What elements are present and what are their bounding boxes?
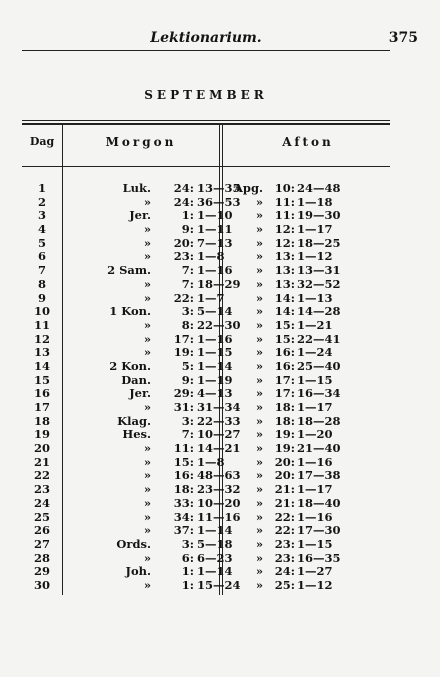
- table-row: [22, 374, 390, 388]
- morning-verses: 15—24: [197, 577, 241, 592]
- month-heading: SEPTEMBER: [144, 88, 268, 102]
- evening-chapter: 21:: [274, 482, 295, 497]
- day-number: 9: [37, 290, 46, 305]
- morning-verses: 1—16: [197, 263, 233, 278]
- morning-book: »: [143, 482, 151, 497]
- table-row: [22, 182, 390, 196]
- morning-book: »: [143, 235, 151, 250]
- day-number: 20: [33, 441, 50, 456]
- morning-chapter: 6:: [181, 550, 194, 565]
- morning-chapter: 9:: [181, 222, 194, 237]
- evening-chapter: 25:: [274, 577, 295, 592]
- evening-verses: 16—34: [297, 386, 341, 401]
- morning-book: Joh.: [125, 564, 151, 579]
- morning-chapter: 5:: [181, 358, 194, 373]
- evening-verses: 1—13: [297, 290, 333, 305]
- evening-verses: 1—18: [297, 194, 333, 209]
- evening-verses: 1—12: [297, 249, 333, 264]
- day-number: 25: [33, 509, 50, 524]
- evening-book: »: [255, 194, 263, 209]
- morning-book: 2 Kon.: [109, 358, 151, 373]
- evening-book: »: [255, 495, 263, 510]
- morning-verses: 1—10: [197, 208, 233, 223]
- morning-verses: 7—13: [197, 235, 233, 250]
- morning-verses: 5—18: [197, 536, 233, 551]
- evening-verses: 25—40: [297, 358, 341, 373]
- morning-chapter: 1:: [181, 577, 194, 592]
- evening-verses: 1—12: [297, 577, 333, 592]
- table-row: [22, 469, 390, 483]
- evening-chapter: 12:: [274, 222, 295, 237]
- morning-book: Hes.: [122, 427, 151, 442]
- evening-chapter: 14:: [274, 304, 295, 319]
- evening-verses: 22—41: [297, 331, 341, 346]
- table-row: [22, 538, 390, 552]
- header-rule: [22, 50, 390, 51]
- table-row: [22, 483, 390, 497]
- morning-verses: 11—16: [197, 509, 241, 524]
- evening-verses: 21—40: [297, 441, 341, 456]
- evening-book: »: [255, 222, 263, 237]
- evening-verses: 1—16: [297, 454, 333, 469]
- morning-book: »: [143, 331, 151, 346]
- evening-book: »: [255, 400, 263, 414]
- table-row: [22, 442, 390, 456]
- evening-chapter: 18:: [274, 413, 295, 428]
- day-number: 7: [37, 263, 46, 278]
- morning-chapter: 17:: [173, 331, 194, 346]
- evening-chapter: 17:: [274, 386, 295, 401]
- morning-verses: 1—7: [197, 290, 225, 305]
- evening-chapter: 13:: [274, 263, 295, 278]
- evening-book: »: [255, 317, 263, 332]
- table-row: [22, 579, 390, 593]
- day-number: 5: [37, 235, 46, 250]
- morning-chapter: 33:: [173, 495, 194, 510]
- morning-chapter: 24:: [173, 181, 194, 195]
- evening-book: »: [255, 331, 263, 346]
- morning-book: »: [143, 577, 151, 592]
- evening-book: »: [255, 523, 263, 538]
- evening-chapter: 19:: [274, 441, 295, 456]
- evening-chapter: 23:: [274, 536, 295, 551]
- morning-book: Luk.: [122, 181, 151, 195]
- day-number: 6: [37, 249, 46, 264]
- morning-book: Jer.: [129, 208, 151, 223]
- table-header-rule: [22, 166, 390, 167]
- evening-book: »: [255, 345, 263, 360]
- table-row: [22, 524, 390, 538]
- evening-book: »: [255, 482, 263, 497]
- morning-book: Jer.: [129, 386, 151, 401]
- table-row: [22, 346, 390, 360]
- table-row: [22, 292, 390, 306]
- evening-book: »: [255, 413, 263, 428]
- evening-verses: 13—31: [297, 263, 341, 278]
- morning-chapter: 7:: [181, 263, 194, 278]
- morning-verses: 22—30: [197, 317, 241, 332]
- table-row: [22, 223, 390, 237]
- morning-verses: 1—14: [197, 564, 233, 579]
- evening-book: »: [255, 441, 263, 456]
- evening-verses: 17—30: [297, 523, 341, 538]
- day-number: 3: [37, 208, 46, 223]
- day-number: 8: [37, 276, 46, 291]
- evening-chapter: 16:: [274, 358, 295, 373]
- table-row: [22, 415, 390, 429]
- morning-verses: 10—27: [197, 427, 241, 442]
- morning-book: »: [143, 194, 151, 209]
- morning-verses: 5—14: [197, 304, 233, 319]
- morning-verses: 1—14: [197, 358, 233, 373]
- evening-book: »: [255, 372, 263, 387]
- morning-verses: 1—14: [197, 523, 233, 538]
- evening-verses: 1—21: [297, 317, 333, 332]
- running-title: Lektionarium.: [150, 30, 262, 46]
- table-top-rule: [22, 120, 390, 121]
- morning-chapter: 34:: [173, 509, 194, 524]
- morning-book: »: [143, 523, 151, 538]
- column-header-afton: Afton: [282, 135, 334, 149]
- evening-verses: 24—48: [297, 181, 341, 195]
- evening-verses: 19—30: [297, 208, 341, 223]
- morning-chapter: 19:: [173, 345, 194, 360]
- morning-verses: 48—63: [197, 468, 241, 483]
- evening-book: »: [255, 509, 263, 524]
- day-number: 18: [33, 413, 50, 428]
- evening-chapter: 12:: [274, 235, 295, 250]
- morning-verses: 18—29: [197, 276, 241, 291]
- day-number: 24: [33, 495, 50, 510]
- evening-verses: 18—25: [297, 235, 341, 250]
- table-row: [22, 387, 390, 401]
- evening-verses: 1—17: [297, 222, 333, 237]
- evening-verses: 32—52: [297, 276, 341, 291]
- evening-chapter: 15:: [274, 317, 295, 332]
- morning-book: »: [143, 509, 151, 524]
- morning-chapter: 9:: [181, 372, 194, 387]
- evening-chapter: 14:: [274, 290, 295, 305]
- evening-book: »: [255, 468, 263, 483]
- day-number: 26: [33, 523, 50, 538]
- evening-book: »: [255, 386, 263, 401]
- table-row: [22, 305, 390, 319]
- morning-chapter: 11:: [173, 441, 194, 456]
- morning-verses: 4—13: [197, 386, 233, 401]
- day-number: 28: [33, 550, 50, 565]
- evening-book: »: [255, 427, 263, 442]
- morning-book: »: [143, 290, 151, 305]
- morning-chapter: 18:: [173, 482, 194, 497]
- table-row: [22, 552, 390, 566]
- evening-chapter: 13:: [274, 249, 295, 264]
- page-number: 375: [388, 30, 418, 46]
- evening-chapter: 19:: [274, 427, 295, 442]
- morning-verses: 31—34: [197, 400, 241, 414]
- evening-book: Apg.: [233, 181, 263, 195]
- morning-verses: 1—8: [197, 454, 225, 469]
- day-number: 12: [33, 331, 50, 346]
- day-number: 30: [33, 577, 50, 592]
- morning-verses: 6—23: [197, 550, 233, 565]
- morning-verses: 1—8: [197, 249, 225, 264]
- morning-chapter: 24:: [173, 194, 194, 209]
- morning-chapter: 8:: [181, 317, 194, 332]
- morning-chapter: 3:: [181, 304, 194, 319]
- evening-chapter: 18:: [274, 400, 295, 414]
- morning-book: »: [143, 468, 151, 483]
- table-row: [22, 565, 390, 579]
- morning-verses: 10—20: [197, 495, 241, 510]
- evening-chapter: 15:: [274, 331, 295, 346]
- table-row: [22, 319, 390, 333]
- evening-chapter: 11:: [274, 194, 295, 209]
- evening-verses: 1—16: [297, 509, 333, 524]
- day-number: 17: [33, 400, 50, 414]
- evening-chapter: 20:: [274, 468, 295, 483]
- morning-chapter: 16:: [173, 468, 194, 483]
- evening-chapter: 22:: [274, 509, 295, 524]
- day-number: 27: [33, 536, 50, 551]
- morning-verses: 1—15: [197, 345, 233, 360]
- evening-book: »: [255, 263, 263, 278]
- evening-chapter: 21:: [274, 495, 295, 510]
- evening-chapter: 20:: [274, 454, 295, 469]
- morning-verses: 13—35: [197, 181, 241, 195]
- evening-verses: 17—38: [297, 468, 341, 483]
- evening-book: »: [255, 577, 263, 592]
- evening-chapter: 24:: [274, 564, 295, 579]
- evening-chapter: 10:: [274, 181, 295, 195]
- morning-book: »: [143, 400, 151, 414]
- day-number: 4: [37, 222, 46, 237]
- day-number: 10: [33, 304, 50, 319]
- evening-chapter: 16:: [274, 345, 295, 360]
- evening-chapter: 11:: [274, 208, 295, 223]
- day-number: 14: [33, 358, 50, 373]
- evening-verses: 1—27: [297, 564, 333, 579]
- evening-book: »: [255, 304, 263, 319]
- table-row: [22, 456, 390, 470]
- morning-book: 2 Sam.: [107, 263, 151, 278]
- morning-chapter: 3:: [181, 536, 194, 551]
- evening-book: »: [255, 249, 263, 264]
- morning-chapter: 22:: [173, 290, 194, 305]
- lectionary-table: [22, 120, 390, 595]
- morning-book: »: [143, 276, 151, 291]
- morning-chapter: 23:: [173, 249, 194, 264]
- table-row: [22, 278, 390, 292]
- day-number: 19: [33, 427, 50, 442]
- morning-book: »: [143, 345, 151, 360]
- morning-book: »: [143, 441, 151, 456]
- evening-verses: 1—24: [297, 345, 333, 360]
- evening-book: »: [255, 276, 263, 291]
- morning-verses: 36—53: [197, 194, 241, 209]
- table-row: [22, 250, 390, 264]
- morning-chapter: 31:: [173, 400, 194, 414]
- morning-verses: 1—11: [197, 222, 233, 237]
- evening-book: »: [255, 550, 263, 565]
- morning-chapter: 3:: [181, 413, 194, 428]
- day-number: 22: [33, 468, 50, 483]
- table-row: [22, 333, 390, 347]
- day-number: 11: [33, 317, 50, 332]
- table-row: [22, 196, 390, 210]
- column-header-morgon: Morgon: [105, 135, 177, 149]
- morning-book: 1 Kon.: [109, 304, 151, 319]
- evening-book: »: [255, 208, 263, 223]
- table-row: [22, 360, 390, 374]
- day-number: 29: [33, 564, 50, 579]
- table-row: [22, 428, 390, 442]
- morning-verses: 22—33: [197, 413, 241, 428]
- morning-chapter: 20:: [173, 235, 194, 250]
- morning-book: »: [143, 222, 151, 237]
- table-body: [22, 182, 390, 593]
- table-row: [22, 511, 390, 525]
- evening-verses: 1—17: [297, 482, 333, 497]
- morning-verses: 23—32: [197, 482, 241, 497]
- morning-book: Ords.: [116, 536, 151, 551]
- evening-chapter: 17:: [274, 372, 295, 387]
- morning-chapter: 7:: [181, 276, 194, 291]
- morning-chapter: 7:: [181, 427, 194, 442]
- day-number: 1: [37, 181, 46, 195]
- morning-verses: 14—21: [197, 441, 241, 456]
- evening-book: »: [255, 290, 263, 305]
- day-number: 21: [33, 454, 50, 469]
- morning-verses: 1—16: [197, 331, 233, 346]
- evening-verses: 1—20: [297, 427, 333, 442]
- day-number: 23: [33, 482, 50, 497]
- evening-verses: 1—15: [297, 372, 333, 387]
- evening-book: »: [255, 564, 263, 579]
- page-header: [22, 30, 418, 52]
- morning-chapter: 29:: [173, 386, 194, 401]
- day-number: 16: [33, 386, 50, 401]
- evening-chapter: 23:: [274, 550, 295, 565]
- morning-book: »: [143, 454, 151, 469]
- evening-book: »: [255, 536, 263, 551]
- morning-book: »: [143, 249, 151, 264]
- morning-book: Klag.: [117, 413, 151, 428]
- evening-verses: 1—17: [297, 400, 333, 414]
- evening-book: »: [255, 235, 263, 250]
- morning-book: Dan.: [121, 372, 151, 387]
- morning-verses: 1—19: [197, 372, 233, 387]
- evening-verses: 1—15: [297, 536, 333, 551]
- table-row: [22, 401, 390, 415]
- evening-book: »: [255, 358, 263, 373]
- day-number: 2: [37, 194, 46, 209]
- evening-chapter: 22:: [274, 523, 295, 538]
- day-number: 15: [33, 372, 50, 387]
- evening-verses: 18—40: [297, 495, 341, 510]
- table-row: [22, 237, 390, 251]
- morning-book: »: [143, 317, 151, 332]
- evening-verses: 18—28: [297, 413, 341, 428]
- evening-verses: 14—28: [297, 304, 341, 319]
- evening-verses: 16—35: [297, 550, 341, 565]
- table-row: [22, 497, 390, 511]
- table-row: [22, 264, 390, 278]
- table-top-rule-thick: [22, 123, 390, 125]
- morning-chapter: 1:: [181, 564, 194, 579]
- day-number: 13: [33, 345, 50, 360]
- morning-book: »: [143, 550, 151, 565]
- table-row: [22, 209, 390, 223]
- morning-chapter: 1:: [181, 208, 194, 223]
- morning-chapter: 37:: [173, 523, 194, 538]
- morning-chapter: 15:: [173, 454, 194, 469]
- evening-chapter: 13:: [274, 276, 295, 291]
- morning-book: »: [143, 495, 151, 510]
- evening-book: »: [255, 454, 263, 469]
- column-header-dag: Dag: [29, 135, 55, 148]
